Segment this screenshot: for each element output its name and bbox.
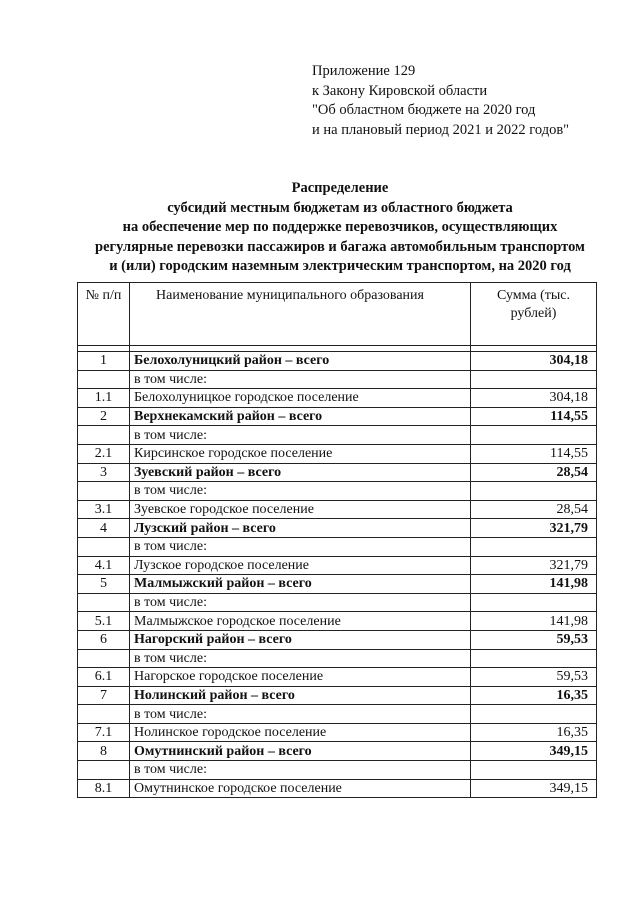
- row-number-cell: 4.1: [78, 556, 130, 575]
- row-number-cell: 1.1: [78, 389, 130, 408]
- row-sum-cell: 28,54: [471, 463, 597, 482]
- appendix-line: "Об областном бюджете на 2020 год: [312, 102, 536, 118]
- table-body: [78, 346, 597, 798]
- document-title: [40, 179, 640, 277]
- row-number-cell: 1: [78, 352, 130, 371]
- row-name-cell: Нолинский район – всего: [130, 686, 471, 705]
- row-sum-cell: [471, 761, 597, 780]
- row-sum-cell: 349,15: [471, 742, 597, 761]
- row-number-cell: 2.1: [78, 444, 130, 463]
- row-name-cell: Верхнекамский район – всего: [130, 407, 471, 426]
- title-line: регулярные перевозки пассажиров и багажа автомобильным транспортом: [95, 238, 585, 255]
- row-number-cell: 3: [78, 463, 130, 482]
- row-name-cell: Нагорский район – всего: [130, 630, 471, 649]
- row-name-cell: в том числе:: [130, 649, 471, 668]
- row-number-cell: [78, 593, 130, 612]
- row-number-cell: 6: [78, 630, 130, 649]
- row-sum-cell: 141,98: [471, 612, 597, 631]
- row-name-cell: Нолинское городское поселение: [130, 723, 471, 742]
- table-row: [78, 463, 597, 482]
- table-row: [78, 407, 597, 426]
- row-name-cell: Омутнинский район – всего: [130, 742, 471, 761]
- row-number-cell: [78, 761, 130, 780]
- row-name-cell: Белохолуницкий район – всего: [130, 352, 471, 371]
- row-sum-cell: 114,55: [471, 444, 597, 463]
- row-name-cell: Малмыжское городское поселение: [130, 612, 471, 631]
- row-name-cell: в том числе:: [130, 537, 471, 556]
- row-name-cell: Нагорское городское поселение: [130, 668, 471, 687]
- title-line: субсидий местным бюджетам из областного бюджета: [167, 199, 513, 216]
- row-name-cell: Малмыжский район – всего: [130, 575, 471, 594]
- table-row: [78, 537, 597, 556]
- row-sum-cell: 304,18: [471, 389, 597, 408]
- row-number-cell: 3.1: [78, 500, 130, 519]
- table-row: [78, 352, 597, 371]
- row-number-cell: [78, 705, 130, 724]
- subsidy-table: [77, 282, 597, 798]
- row-name-cell: Лузский район – всего: [130, 519, 471, 538]
- table-header-row: [78, 283, 597, 346]
- table-row: [78, 556, 597, 575]
- row-number-cell: [78, 482, 130, 501]
- title-line: и (или) городским наземным электрическим транспортом, на 2020 год: [109, 258, 571, 274]
- row-number-cell: 7: [78, 686, 130, 705]
- row-sum-cell: [471, 705, 597, 724]
- table-row: [78, 668, 597, 687]
- table-row: [78, 500, 597, 519]
- appendix-line: Приложение 129: [312, 63, 416, 79]
- appendix-line: и на плановый период 2021 и 2022 годов": [312, 121, 570, 138]
- row-name-cell: Зуевский район – всего: [130, 463, 471, 482]
- row-sum-cell: 321,79: [471, 556, 597, 575]
- row-name-cell: в том числе:: [130, 593, 471, 612]
- row-name-cell: Лузское городское поселение: [130, 556, 471, 575]
- appendix-note: [312, 62, 569, 140]
- row-sum-cell: [471, 537, 597, 556]
- row-sum-cell: 114,55: [471, 407, 597, 426]
- table-row: [78, 444, 597, 463]
- table-row: [78, 426, 597, 445]
- row-number-cell: [78, 370, 130, 389]
- row-name-cell: Омутнинское городское поселение: [130, 779, 471, 798]
- table-row: [78, 389, 597, 408]
- row-name-cell: в том числе:: [130, 482, 471, 501]
- table-row: [78, 742, 597, 761]
- row-number-cell: [78, 649, 130, 668]
- row-number-cell: 8.1: [78, 779, 130, 798]
- row-number-cell: 5.1: [78, 612, 130, 631]
- row-sum-cell: [471, 649, 597, 668]
- row-sum-cell: 349,15: [471, 779, 597, 798]
- row-sum-cell: [471, 482, 597, 501]
- header-municipality: Наименование муниципального образования: [130, 283, 471, 346]
- row-sum-cell: 59,53: [471, 630, 597, 649]
- table-row: [78, 612, 597, 631]
- table-row: [78, 630, 597, 649]
- table-row: [78, 482, 597, 501]
- table-row: [78, 575, 597, 594]
- row-name-cell: в том числе:: [130, 370, 471, 389]
- title-line: Распределение: [291, 180, 389, 196]
- table-row: [78, 519, 597, 538]
- row-sum-cell: 141,98: [471, 575, 597, 594]
- row-number-cell: 7.1: [78, 723, 130, 742]
- table-row: [78, 370, 597, 389]
- row-number-cell: 4: [78, 519, 130, 538]
- row-number-cell: [78, 426, 130, 445]
- row-sum-cell: [471, 426, 597, 445]
- row-number-cell: 8: [78, 742, 130, 761]
- table-row: [78, 593, 597, 612]
- row-name-cell: Белохолуницкое городское поселение: [130, 389, 471, 408]
- row-sum-cell: 16,35: [471, 723, 597, 742]
- row-name-cell: в том числе:: [130, 761, 471, 780]
- table-row: [78, 761, 597, 780]
- header-number: № п/п: [78, 283, 130, 346]
- row-name-cell: в том числе:: [130, 426, 471, 445]
- row-name-cell: в том числе:: [130, 705, 471, 724]
- row-sum-cell: 28,54: [471, 500, 597, 519]
- table-row: [78, 686, 597, 705]
- row-sum-cell: 304,18: [471, 352, 597, 371]
- table-row: [78, 705, 597, 724]
- row-number-cell: 6.1: [78, 668, 130, 687]
- header-sum: Сумма (тыс. рублей): [471, 283, 597, 346]
- row-name-cell: Зуевское городское поселение: [130, 500, 471, 519]
- row-sum-cell: [471, 370, 597, 389]
- title-line: на обеспечение мер по поддержке перевозчиков, осуществляющих: [122, 219, 558, 235]
- row-number-cell: 2: [78, 407, 130, 426]
- row-sum-cell: 59,53: [471, 668, 597, 687]
- row-sum-cell: 321,79: [471, 519, 597, 538]
- table-row: [78, 779, 597, 798]
- table-row: [78, 649, 597, 668]
- row-number-cell: [78, 537, 130, 556]
- table-row: [78, 723, 597, 742]
- row-sum-cell: 16,35: [471, 686, 597, 705]
- row-name-cell: Кирсинское городское поселение: [130, 444, 471, 463]
- appendix-line: к Закону Кировской области: [312, 82, 488, 99]
- row-number-cell: 5: [78, 575, 130, 594]
- row-sum-cell: [471, 593, 597, 612]
